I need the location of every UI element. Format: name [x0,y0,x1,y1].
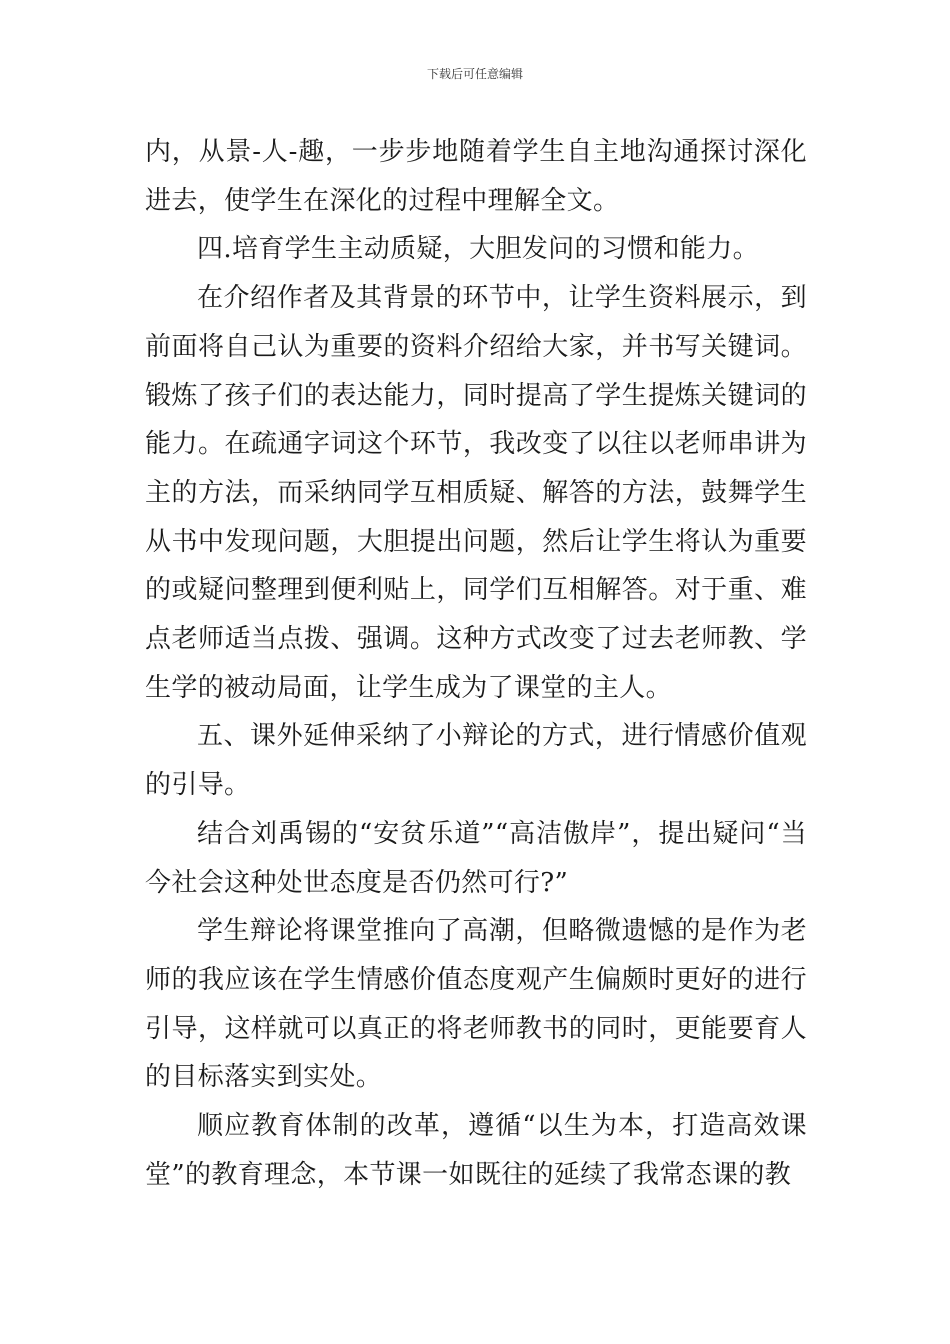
paragraph-5: 结合刘禹锡的“安贫乐道”“高洁傲岸”，提出疑问“当今社会这种处世态度是否仍然可行?” [145,818,807,898]
paragraph-1: 内，从景-人-趣，一步步地随着学生自主地沟通探讨深化进去，使学生在深化的过程中理解全文。 [145,137,807,216]
paragraph-7: 顺应教育体制的改革，遵循“以生为本，打造高效课堂”的教育理念，本节课一如既往的延续了我常态课的教 [145,1111,807,1190]
paragraph-2-heading-four: 四.培育学生主动质疑，大胆发问的习惯和能力。 [197,234,759,265]
document-body [145,128,807,1199]
paragraph-3: 在介绍作者及其背景的环节中，让学生资料展示，到前面将自己认为重要的资料介绍给大家，并书写关键词。锻炼了孩子们的表达能力，同时提高了学生提炼关键词的能力。在疏通字词这个环节，我改变了以往以老师串讲为主的方法，而采纳同学互相质疑、解答的方法，鼓舞学生从书中发现问题，大胆提出问题，然后让学生将认为重要的或疑问整理到便利贴上，同学们互相解答。对于重、难点老师适当点拨、强调。这种方式改变了过去老师教、学生学的被动局面，让学生成为了课堂的主人。 [145,283,807,703]
paragraph-4-heading-five: 五、课外延伸采纳了小辩论的方式，进行情感价值观的引导。 [145,721,807,801]
paragraph-6: 学生辩论将课堂推向了高潮，但略微遗憾的是作为老师的我应该在学生情感价值态度观产生偏颇时更好的进行引导，这样就可以真正的将老师教书的同时，更能要育人的目标落实到实处。 [145,916,807,1093]
page-header-note: 下载后可任意编辑 [426,67,523,81]
